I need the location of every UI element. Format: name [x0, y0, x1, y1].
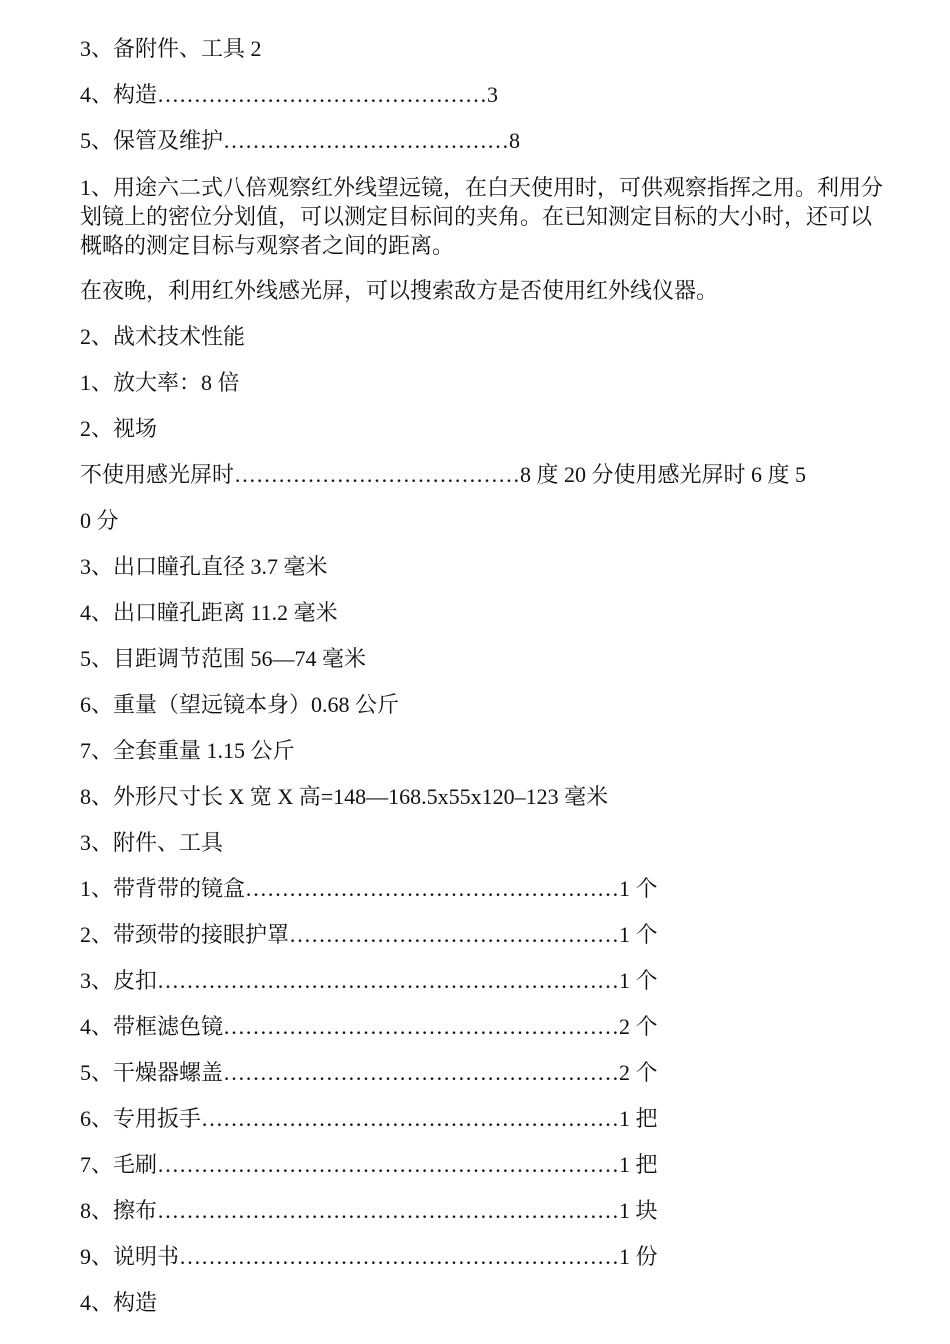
spec-eye-distance-range: 5、目距调节范围 56—74 毫米	[80, 646, 367, 671]
spec-field-of-view-heading: 2、视场	[80, 416, 158, 441]
spec-magnification: 1、放大率：8 倍	[80, 370, 240, 395]
spec-field-of-view-values: 不使用感光屏时…………………………………8 度 20 分使用感光屏时 6 度 5	[80, 462, 807, 487]
accessory-item: 1、带背带的镜盒……………………………………………1 个	[80, 876, 658, 901]
night-usage-line: 在夜晚，利用红外线感光屏，可以搜索敌方是否使用红外线仪器。	[80, 278, 719, 303]
spec-exit-pupil-distance: 4、出口瞳孔距离 11.2 毫米	[80, 600, 338, 625]
accessory-item: 6、专用扳手…………………………………………………1 把	[80, 1106, 658, 1131]
section-heading-structure: 4、构造	[80, 1290, 158, 1315]
accessory-item: 2、带颈带的接眼护罩………………………………………1 个	[80, 922, 658, 947]
spec-weight: 6、重量（望远镜本身）0.68 公斤	[80, 692, 400, 717]
section-heading-accessories: 3、附件、工具	[80, 830, 224, 855]
toc-line-structure: 4、构造………………………………………3	[80, 82, 499, 107]
spec-field-of-view-continuation: 0 分	[80, 508, 119, 533]
accessory-item: 8、擦布………………………………………………………1 块	[80, 1198, 658, 1223]
spec-total-weight: 7、全套重量 1.15 公斤	[80, 738, 295, 763]
usage-paragraph: 1、用途六二式八倍观察红外线望远镜，在白天使用时，可供观察指挥之用。利用分划镜上的密位分划值，可以测定目标间的夹角。在已知测定目标的大小时，还可以概略的测定目标与观察者之间的距离。	[80, 175, 884, 258]
accessory-item: 4、带框滤色镜………………………………………………2 个	[80, 1014, 658, 1039]
spec-dimensions: 8、外形尺寸长 X 宽 X 高=148—168.5x55x120–123 毫米	[80, 784, 609, 809]
accessory-item: 9、说明书……………………………………………………1 份	[80, 1244, 658, 1269]
spec-exit-pupil-diameter: 3、出口瞳孔直径 3.7 毫米	[80, 554, 328, 579]
section-heading-performance: 2、战术技术性能	[80, 324, 246, 349]
accessory-item: 7、毛刷………………………………………………………1 把	[80, 1152, 658, 1177]
accessory-item: 3、皮扣………………………………………………………1 个	[80, 968, 658, 993]
accessory-item: 5、干燥器螺盖………………………………………………2 个	[80, 1060, 658, 1085]
toc-line-maintenance: 5、保管及维护…………………………………8	[80, 128, 521, 153]
toc-line-accessories: 3、备附件、工具 2	[80, 36, 262, 61]
